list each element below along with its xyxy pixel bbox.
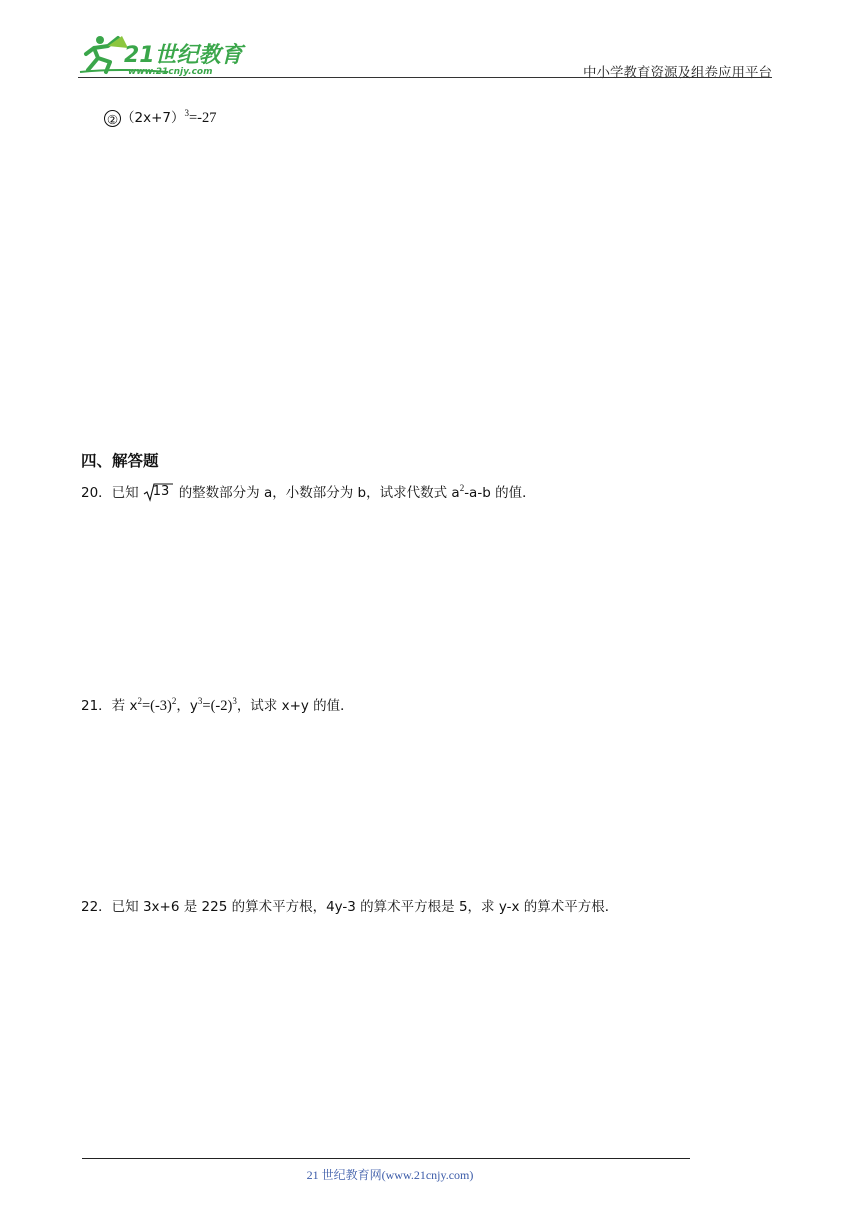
q21-term: =(-3) xyxy=(141,698,172,714)
equation-right: =-27 xyxy=(188,110,217,126)
logo-text: 21世纪教育 xyxy=(124,43,243,68)
item-marker: ② xyxy=(104,110,121,127)
footer-link[interactable]: 21 世纪教育网(www.21cnjy.com) xyxy=(306,1168,474,1182)
equation-item-2 xyxy=(104,106,217,127)
exponent: 3 xyxy=(232,696,237,706)
site-logo xyxy=(78,32,248,78)
q21-text-end: ，试求 x+y 的值． xyxy=(236,698,354,714)
question-21 xyxy=(81,694,354,715)
q21-term: =(-2) xyxy=(202,698,233,714)
exponent: 2 xyxy=(137,696,142,706)
exponent: 3 xyxy=(184,108,189,118)
q21-number: 21．若 x xyxy=(81,698,138,714)
q20-number: 20．已知 xyxy=(81,485,139,501)
q21-term: ，y xyxy=(176,698,198,714)
q20-text: 的整数部分为 a，小数部分为 b，试求代数式 a xyxy=(178,485,460,501)
q20-text-end: -a-b 的值． xyxy=(464,485,536,501)
radicand: 13 xyxy=(152,484,170,499)
footer xyxy=(0,1166,860,1183)
header-platform-text: 中小学教育资源及组卷应用平台 xyxy=(583,65,772,81)
exponent: 2 xyxy=(171,696,177,706)
footer-divider xyxy=(82,1158,690,1159)
header-divider xyxy=(78,77,772,78)
exponent: 2 xyxy=(459,483,465,493)
sqrt-13 xyxy=(143,482,173,502)
question-22: 22．已知 3x+6 是 225 的算术平方根，4y-3 的算术平方根是 5，求 y-x 的算术平方根． xyxy=(81,899,619,915)
equation-left: （2x+7） xyxy=(121,110,185,126)
section-title: 四、解答题 xyxy=(81,452,159,470)
question-20 xyxy=(81,481,536,502)
logo-url: www.21cnjy.com xyxy=(128,67,213,77)
exponent: 3 xyxy=(197,696,203,706)
